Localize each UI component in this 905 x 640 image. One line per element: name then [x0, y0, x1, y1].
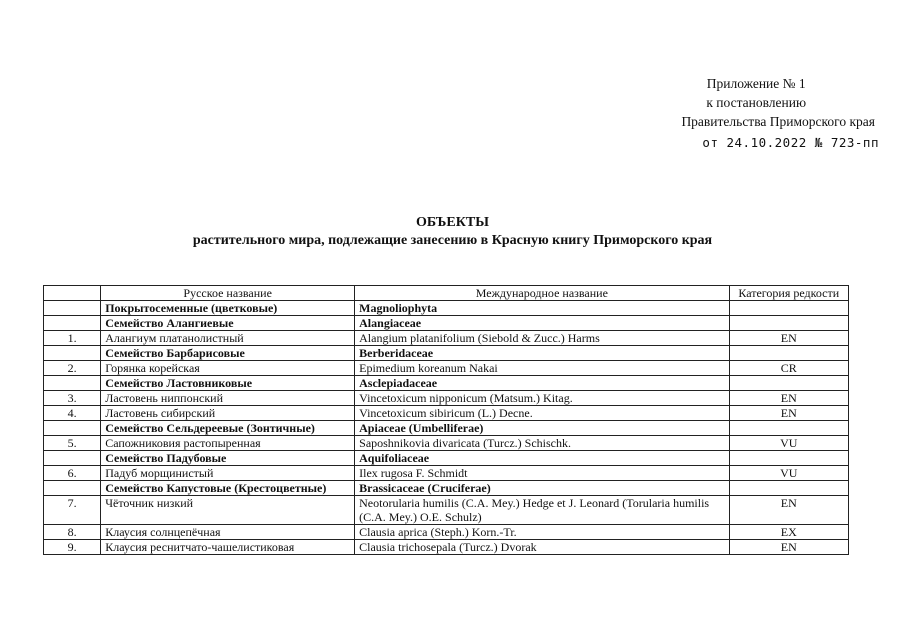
table-row [44, 391, 849, 406]
cell-russian-name: Ластовень сибирский [101, 406, 355, 421]
cell-international-name: Magnoliophyta [355, 301, 729, 316]
cell-rarity-category [729, 481, 848, 496]
table-row [44, 466, 849, 481]
cell-international-name: Vincetoxicum sibiricum (L.) Decne. [355, 406, 729, 421]
cell-russian-name: Клаусия реснитчато-чашелистиковая [101, 540, 355, 555]
table-row [44, 525, 849, 540]
table-body [44, 301, 849, 555]
cell-russian-name: Горянка корейская [101, 361, 355, 376]
cell-russian-name: Семейство Капустовые (Крестоцветные) [101, 481, 355, 496]
header-rarity-category: Категория редкости [729, 286, 848, 301]
cell-russian-name: Падуб морщинистый [101, 466, 355, 481]
table-header-row [44, 286, 849, 301]
cell-number [44, 481, 101, 496]
family-row [44, 316, 849, 331]
cell-number: 5. [44, 436, 101, 451]
table-row [44, 436, 849, 451]
appendix-line-3: Правительства Приморского края [681, 114, 875, 129]
cell-international-name: Alangiaceae [355, 316, 729, 331]
appendix-line-1: Приложение № 1 [706, 76, 806, 91]
cell-number: 1. [44, 331, 101, 346]
cell-international-name: Epimedium koreanum Nakai [355, 361, 729, 376]
cell-number: 4. [44, 406, 101, 421]
cell-international-name: Saposhnikovia divaricata (Turcz.) Schischk. [355, 436, 729, 451]
cell-international-name: Vincetoxicum nipponicum (Matsum.) Kitag. [355, 391, 729, 406]
cell-russian-name: Семейство Ластовниковые [101, 376, 355, 391]
cell-number [44, 301, 101, 316]
cell-number [44, 316, 101, 331]
family-row [44, 451, 849, 466]
title-subtitle: растительного мира, подлежащие занесению в Красную книгу Приморского края [192, 233, 713, 248]
document-title [0, 214, 905, 250]
cell-russian-name: Чёточник низкий [101, 496, 355, 525]
cell-number: 2. [44, 361, 101, 376]
appendix-date-number: от 24.10.2022 № 723-пп [702, 135, 879, 150]
header-international-name: Международное название [355, 286, 729, 301]
cell-international-name: Clausia aprica (Steph.) Korn.-Tr. [355, 525, 729, 540]
cell-russian-name: Покрытосеменные (цветковые) [101, 301, 355, 316]
header-russian-name: Русское название [101, 286, 355, 301]
cell-international-name: Alangium platanifolium (Siebold & Zucc.) Harms [355, 331, 729, 346]
cell-rarity-category: VU [729, 436, 848, 451]
cell-rarity-category [729, 451, 848, 466]
cell-international-name: Aquifoliaceae [355, 451, 729, 466]
cell-rarity-category [729, 346, 848, 361]
family-row [44, 301, 849, 316]
family-row [44, 421, 849, 436]
plants-table [43, 285, 849, 555]
cell-rarity-category [729, 316, 848, 331]
cell-russian-name: Семейство Сельдереевые (Зонтичные) [101, 421, 355, 436]
cell-international-name: Asclepiadaceae [355, 376, 729, 391]
table-row [44, 540, 849, 555]
header-number [44, 286, 101, 301]
cell-international-name: Brassicaceae (Cruciferae) [355, 481, 729, 496]
cell-number [44, 421, 101, 436]
cell-number [44, 376, 101, 391]
cell-international-name: Apiaceae (Umbelliferae) [355, 421, 729, 436]
cell-rarity-category [729, 301, 848, 316]
title-main: ОБЪЕКТЫ [416, 215, 489, 230]
family-row [44, 481, 849, 496]
cell-rarity-category: EN [729, 540, 848, 555]
cell-number: 9. [44, 540, 101, 555]
cell-international-name: Clausia trichosepala (Turcz.) Dvorak [355, 540, 729, 555]
cell-number: 7. [44, 496, 101, 525]
cell-rarity-category [729, 376, 848, 391]
cell-rarity-category: EN [729, 496, 848, 525]
cell-rarity-category: EN [729, 406, 848, 421]
cell-rarity-category: EN [729, 391, 848, 406]
family-row [44, 346, 849, 361]
cell-number [44, 451, 101, 466]
cell-number [44, 346, 101, 361]
cell-rarity-category: CR [729, 361, 848, 376]
cell-russian-name: Сапожниковия растопыренная [101, 436, 355, 451]
cell-russian-name: Семейство Барбарисовые [101, 346, 355, 361]
table-row [44, 361, 849, 376]
cell-russian-name: Алангиум платанолистный [101, 331, 355, 346]
table-row [44, 406, 849, 421]
cell-russian-name: Семейство Падубовые [101, 451, 355, 466]
cell-russian-name: Семейство Алангиевые [101, 316, 355, 331]
family-row [44, 376, 849, 391]
table-row [44, 331, 849, 346]
cell-rarity-category [729, 421, 848, 436]
table-row [44, 496, 849, 525]
cell-rarity-category: EN [729, 331, 848, 346]
cell-number: 6. [44, 466, 101, 481]
cell-rarity-category: EX [729, 525, 848, 540]
appendix-block [681, 74, 879, 152]
cell-russian-name: Ластовень ниппонский [101, 391, 355, 406]
appendix-line-2: к постановлению [706, 95, 807, 110]
cell-international-name: Ilex rugosa F. Schmidt [355, 466, 729, 481]
cell-international-name: Neotorularia humilis (C.A. Mey.) Hedge et J. Leonard (Torularia humilis (C.A. Mey.) O.E. Schulz) [355, 496, 729, 525]
cell-international-name: Berberidaceae [355, 346, 729, 361]
cell-number: 3. [44, 391, 101, 406]
cell-russian-name: Клаусия солнцепёчная [101, 525, 355, 540]
cell-number: 8. [44, 525, 101, 540]
cell-rarity-category: VU [729, 466, 848, 481]
